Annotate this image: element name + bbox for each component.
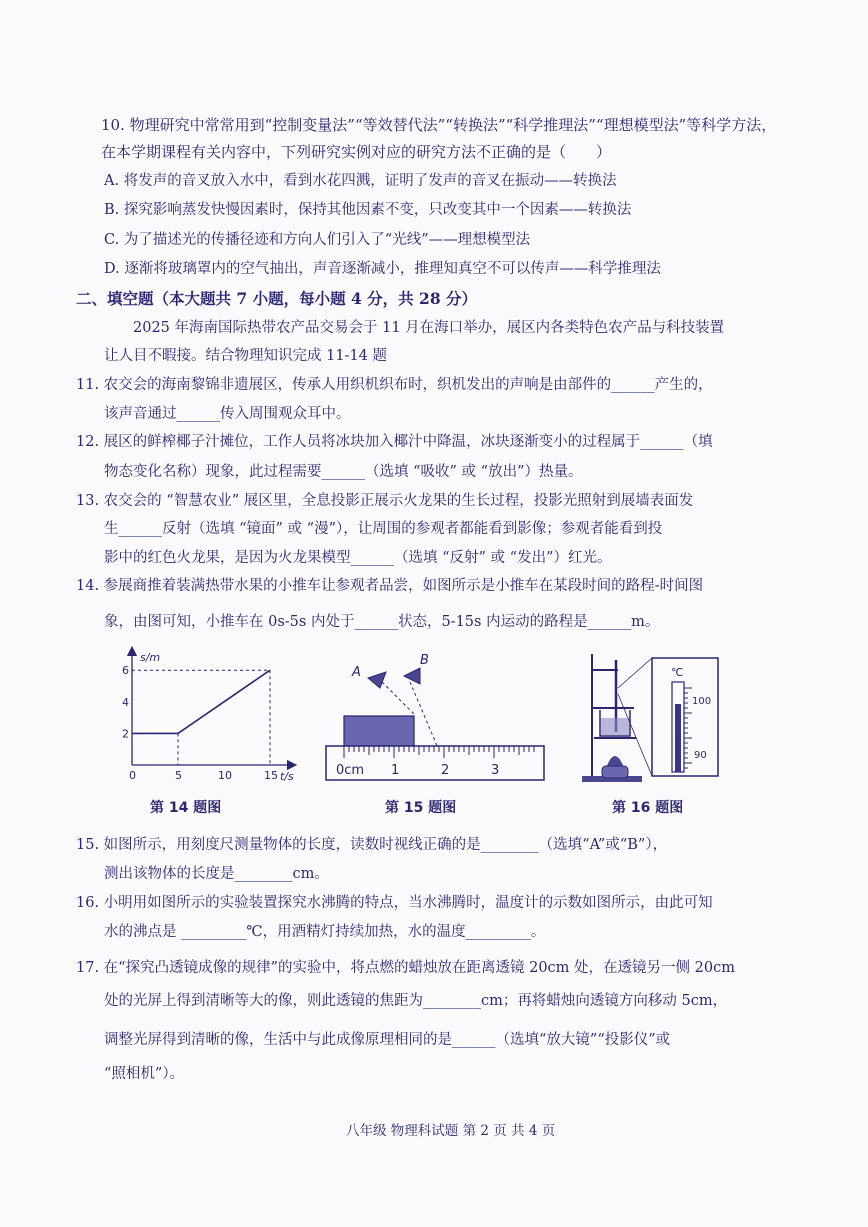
fig14-xtick-15: 15 bbox=[264, 769, 278, 782]
water bbox=[601, 718, 629, 735]
q14-line1: 14. 参展商推着装满热带水果的小推车让参观者品尝，如图所示是小推车在某段时间的路程-时间图 bbox=[76, 578, 704, 594]
fig14-xtick-5: 5 bbox=[175, 769, 182, 782]
fig14-xtick-0: 0 bbox=[129, 769, 136, 782]
section-intro-line2: 让人目不暇接。结合物理知识完成 11-14 题 bbox=[104, 348, 388, 364]
q13-line2: 生______反射（选填 “镜面” 或 “漫”），让周围的参观者都能看到影像；参观者能看到投 bbox=[104, 521, 663, 537]
alcohol-lamp bbox=[602, 766, 628, 778]
eye-a-label: A bbox=[352, 665, 361, 680]
eye-b-label: B bbox=[420, 653, 429, 668]
q12-line1: 12. 展区的鲜榨椰子汁摊位，工作人员将冰块加入椰汁中降温，冰块逐渐变小的过程属于______（填 bbox=[76, 434, 713, 450]
section-intro-line1: 2025 年海南国际热带农产品交易会于 11 月在海口举办，展区内各类特色农产品与科技装置 bbox=[133, 320, 725, 336]
sightline-a bbox=[382, 682, 414, 714]
q10-option-b: B. 探究影响蒸发快慢因素时，保持其他因素不变，只改变其中一个因素——转换法 bbox=[104, 202, 632, 218]
ruler-label-3: 3 bbox=[491, 763, 500, 778]
ruler-label-1: 1 bbox=[391, 763, 400, 778]
fig16-caption: 第 16 题图 bbox=[612, 800, 684, 816]
eye-a-icon bbox=[368, 672, 386, 688]
q14-line2: 象，由图可知，小推车在 0s-5s 内处于______状态，5-15s 内运动的路程是______m。 bbox=[104, 614, 660, 630]
fig14-xtick-10: 10 bbox=[218, 769, 232, 782]
q10-option-c: C. 为了描述光的传播径迹和方向人们引入了“光线”——理想模型法 bbox=[104, 232, 531, 248]
fig14-series-line bbox=[132, 670, 270, 733]
fig15-caption: 第 15 题图 bbox=[385, 800, 457, 816]
page-footer: 八年级 物理科试题 第 2 页 共 4 页 bbox=[346, 1123, 556, 1139]
q16-line2: 水的沸点是 _________℃，用酒精灯持续加热，水的温度_________。 bbox=[104, 924, 546, 940]
q17-line3: 调整光屏得到清晰的像，生活中与此成像原理相同的是______（选填“放大镜”“投影仪”或 bbox=[104, 1032, 671, 1048]
q13-line3: 影中的红色火龙果，是因为火龙果模型______（选填 “反射” 或 “发出”）红光。 bbox=[104, 550, 612, 566]
q11-line1: 11. 农交会的海南黎锦非遗展区，传承人用织机织布时，织机发出的声响是由部件的______产生的， bbox=[76, 377, 713, 393]
q10-line1: 10. 物理研究中常常用到“控制变量法”“等效替代法”“转换法”“科学推理法”“理想模型法”等科学方法， bbox=[101, 116, 777, 134]
q16-line1: 16. 小明用如图所示的实验装置探究水沸腾的特点，当水沸腾时，温度计的示数如图所示，由此可知 bbox=[76, 895, 713, 911]
q17-line2: 处的光屏上得到清晰等大的像，则此透镜的焦距为________cm；再将蜡烛向透镜方向移动 5cm， bbox=[104, 993, 728, 1009]
zoom-line-1 bbox=[618, 658, 652, 688]
scale-90-label: 90 bbox=[694, 750, 707, 761]
fig14-ytick-4: 4 bbox=[122, 695, 129, 709]
q15-line1: 15. 如图所示，用刻度尺测量物体的长度，读数时视线正确的是________（选填“A”或“B”）， bbox=[76, 837, 668, 853]
q15-line2: 测出该物体的长度是________cm。 bbox=[104, 866, 329, 882]
fig14-ytick-2: 2 bbox=[122, 727, 129, 741]
q10-option-a: A. 将发声的音叉放入水中，看到水花四溅，证明了发声的音叉在振动——转换法 bbox=[104, 173, 617, 189]
ruler-label-2: 2 bbox=[441, 763, 450, 778]
fig14-x-label: t/s bbox=[280, 770, 294, 783]
eye-b-icon bbox=[404, 668, 420, 684]
fig15-ruler-figure bbox=[322, 648, 550, 783]
q11-line2: 该声音通过______传入周围观众耳中。 bbox=[104, 406, 351, 422]
ruler-label-0: 0cm bbox=[336, 763, 365, 778]
fig14-st-graph bbox=[110, 645, 300, 785]
q17-line1: 17. 在“探究凸透镜成像的规律”的实验中，将点燃的蜡烛放在距离透镜 20cm 处，在透镜另一侧 20cm bbox=[76, 960, 735, 976]
thermometer-liquid bbox=[675, 704, 681, 772]
fig16-apparatus bbox=[578, 648, 723, 786]
fig14-caption: 第 14 题图 bbox=[150, 800, 222, 816]
q17-line4: “照相机”）。 bbox=[104, 1066, 185, 1082]
fig14-ytick-6: 6 bbox=[122, 664, 129, 678]
q10-line2: 在本学期课程有关内容中，下列研究实例对应的研究方法不正确的是（ ） bbox=[101, 143, 612, 161]
fig14-tick-labels bbox=[122, 664, 278, 782]
q13-line1: 13. 农交会的 “智慧农业” 展区里，全息投影正展示火龙果的生长过程，投影光照射到展墙表面发 bbox=[76, 493, 694, 509]
inset-unit: ℃ bbox=[671, 666, 684, 679]
measured-object bbox=[344, 716, 414, 746]
section-title: 二、填空题（本大题共 7 小题，每小题 4 分，共 28 分） bbox=[76, 289, 478, 308]
scale-100-label: 100 bbox=[692, 696, 712, 707]
q12-line2: 物态变化名称）现象，此过程需要______（选填 “吸收” 或 “放出”）热量。 bbox=[104, 464, 583, 480]
fig14-y-label: s/m bbox=[140, 651, 161, 664]
q10-option-d: D. 逐渐将玻璃罩内的空气抽出，声音逐渐减小，推理知真空不可以传声——科学推理法 bbox=[104, 261, 661, 277]
